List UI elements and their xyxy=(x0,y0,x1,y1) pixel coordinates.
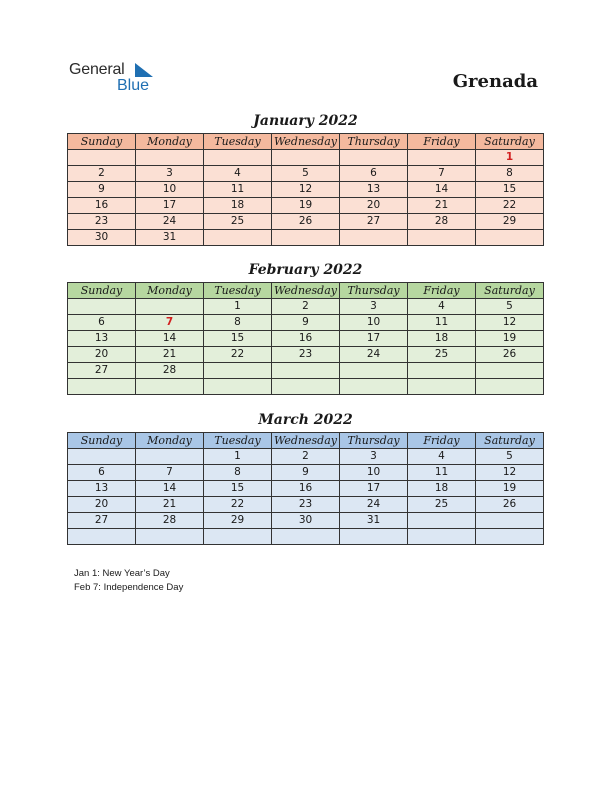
day-cell: 16 xyxy=(272,481,340,497)
day-cell: 29 xyxy=(204,513,272,529)
day-cell xyxy=(204,230,272,246)
day-cell xyxy=(136,529,204,545)
day-cell: 15 xyxy=(204,331,272,347)
weekday-header-row xyxy=(68,134,544,150)
day-cell xyxy=(136,379,204,395)
weekday-header: Monday xyxy=(136,134,204,150)
day-cell: 5 xyxy=(476,449,544,465)
week-row xyxy=(68,299,544,315)
day-cell: 17 xyxy=(340,331,408,347)
day-cell: 18 xyxy=(204,198,272,214)
day-cell: 3 xyxy=(340,449,408,465)
day-cell xyxy=(204,363,272,379)
day-cell: 8 xyxy=(204,465,272,481)
day-cell xyxy=(136,299,204,315)
day-cell: 28 xyxy=(408,214,476,230)
holiday-notes xyxy=(74,567,183,595)
day-cell: 23 xyxy=(272,497,340,513)
day-cell: 30 xyxy=(68,230,136,246)
day-cell: 12 xyxy=(476,465,544,481)
day-cell: 27 xyxy=(340,214,408,230)
day-cell xyxy=(68,529,136,545)
day-cell: 26 xyxy=(476,497,544,513)
weekday-header: Monday xyxy=(136,433,204,449)
day-cell: 31 xyxy=(340,513,408,529)
day-cell: 24 xyxy=(340,347,408,363)
day-cell: 2 xyxy=(68,166,136,182)
weekday-header-row xyxy=(68,283,544,299)
day-cell: 4 xyxy=(204,166,272,182)
week-row xyxy=(68,513,544,529)
day-cell: 10 xyxy=(136,182,204,198)
day-cell: 21 xyxy=(136,347,204,363)
day-cell xyxy=(204,379,272,395)
day-cell xyxy=(408,513,476,529)
day-cell: 11 xyxy=(204,182,272,198)
week-row xyxy=(68,214,544,230)
day-cell: 24 xyxy=(340,497,408,513)
day-cell: 3 xyxy=(340,299,408,315)
week-row xyxy=(68,150,544,166)
week-row xyxy=(68,182,544,198)
day-cell xyxy=(340,529,408,545)
day-cell xyxy=(204,529,272,545)
week-row xyxy=(68,315,544,331)
day-cell: 31 xyxy=(136,230,204,246)
week-row xyxy=(68,331,544,347)
weekday-header-row xyxy=(68,433,544,449)
day-cell xyxy=(408,150,476,166)
month-title-march: March 2022 xyxy=(258,412,353,428)
weekday-header: Wednesday xyxy=(272,433,340,449)
day-cell xyxy=(476,379,544,395)
week-row xyxy=(68,363,544,379)
day-cell xyxy=(408,379,476,395)
day-cell: 26 xyxy=(272,214,340,230)
calendar-january xyxy=(67,133,544,246)
day-cell: 2 xyxy=(272,299,340,315)
day-cell xyxy=(340,379,408,395)
day-cell: 18 xyxy=(408,481,476,497)
day-cell: 13 xyxy=(68,481,136,497)
day-cell: 3 xyxy=(136,166,204,182)
logo-text-general: General xyxy=(69,61,125,78)
day-cell: 11 xyxy=(408,315,476,331)
day-cell: 25 xyxy=(408,347,476,363)
day-cell: 2 xyxy=(272,449,340,465)
day-cell: 6 xyxy=(340,166,408,182)
week-row xyxy=(68,449,544,465)
generalblue-logo xyxy=(69,61,169,97)
weekday-header: Thursday xyxy=(340,283,408,299)
day-cell xyxy=(272,363,340,379)
weekday-header: Sunday xyxy=(68,433,136,449)
week-row xyxy=(68,529,544,545)
day-cell xyxy=(272,150,340,166)
weekday-header: Friday xyxy=(408,433,476,449)
day-cell: 26 xyxy=(476,347,544,363)
day-cell: 20 xyxy=(340,198,408,214)
day-cell: 11 xyxy=(408,465,476,481)
day-cell: 9 xyxy=(272,315,340,331)
day-cell: 15 xyxy=(204,481,272,497)
day-cell: 21 xyxy=(408,198,476,214)
weekday-header: Sunday xyxy=(68,283,136,299)
day-cell xyxy=(408,363,476,379)
day-cell: 9 xyxy=(68,182,136,198)
day-cell xyxy=(340,150,408,166)
day-cell: 5 xyxy=(272,166,340,182)
day-cell: 28 xyxy=(136,513,204,529)
day-cell: 19 xyxy=(272,198,340,214)
day-cell xyxy=(68,150,136,166)
day-cell: 19 xyxy=(476,331,544,347)
month-title-february: February 2022 xyxy=(248,262,363,278)
day-cell: 10 xyxy=(340,465,408,481)
day-cell: 29 xyxy=(476,214,544,230)
day-cell: 8 xyxy=(204,315,272,331)
day-cell: 30 xyxy=(272,513,340,529)
day-cell: 7 xyxy=(408,166,476,182)
week-row xyxy=(68,198,544,214)
day-cell xyxy=(136,150,204,166)
day-cell xyxy=(136,449,204,465)
week-row xyxy=(68,166,544,182)
day-cell: 13 xyxy=(68,331,136,347)
day-cell: 17 xyxy=(136,198,204,214)
day-cell: 9 xyxy=(272,465,340,481)
holiday-note: Jan 1: New Year’s Day xyxy=(74,568,170,579)
day-cell: 4 xyxy=(408,449,476,465)
week-row xyxy=(68,481,544,497)
day-cell xyxy=(68,379,136,395)
day-cell xyxy=(68,299,136,315)
day-cell: 6 xyxy=(68,465,136,481)
day-cell: 25 xyxy=(408,497,476,513)
day-cell: 20 xyxy=(68,347,136,363)
weekday-header: Monday xyxy=(136,283,204,299)
day-cell xyxy=(408,529,476,545)
calendar-march xyxy=(67,432,544,545)
day-cell: 6 xyxy=(68,315,136,331)
weekday-header: Thursday xyxy=(340,134,408,150)
weekday-header: Thursday xyxy=(340,433,408,449)
day-cell: 16 xyxy=(272,331,340,347)
day-cell xyxy=(476,363,544,379)
day-cell: 22 xyxy=(476,198,544,214)
day-cell: 14 xyxy=(408,182,476,198)
week-row xyxy=(68,379,544,395)
day-cell: 21 xyxy=(136,497,204,513)
day-cell xyxy=(340,230,408,246)
day-cell: 24 xyxy=(136,214,204,230)
day-cell xyxy=(476,513,544,529)
day-cell: 14 xyxy=(136,481,204,497)
day-cell: 17 xyxy=(340,481,408,497)
weekday-header: Tuesday xyxy=(204,433,272,449)
day-cell: 27 xyxy=(68,363,136,379)
day-cell: 1 xyxy=(476,150,544,166)
day-cell: 5 xyxy=(476,299,544,315)
day-cell: 23 xyxy=(272,347,340,363)
day-cell xyxy=(408,230,476,246)
weekday-header: Tuesday xyxy=(204,134,272,150)
day-cell xyxy=(272,230,340,246)
day-cell: 22 xyxy=(204,347,272,363)
day-cell: 25 xyxy=(204,214,272,230)
weekday-header: Wednesday xyxy=(272,134,340,150)
day-cell: 7 xyxy=(136,315,204,331)
day-cell: 12 xyxy=(476,315,544,331)
day-cell xyxy=(340,363,408,379)
day-cell: 23 xyxy=(68,214,136,230)
day-cell xyxy=(68,449,136,465)
day-cell: 7 xyxy=(136,465,204,481)
weekday-header: Wednesday xyxy=(272,283,340,299)
logo-triangle-icon xyxy=(135,63,153,77)
week-row xyxy=(68,465,544,481)
day-cell: 16 xyxy=(68,198,136,214)
day-cell: 10 xyxy=(340,315,408,331)
day-cell: 14 xyxy=(136,331,204,347)
calendar-february xyxy=(67,282,544,395)
country-title: Grenada xyxy=(452,71,538,92)
day-cell: 1 xyxy=(204,299,272,315)
logo-text-blue: Blue xyxy=(117,77,150,94)
week-row xyxy=(68,497,544,513)
day-cell: 15 xyxy=(476,182,544,198)
day-cell: 22 xyxy=(204,497,272,513)
day-cell xyxy=(272,529,340,545)
day-cell: 12 xyxy=(272,182,340,198)
day-cell: 4 xyxy=(408,299,476,315)
week-row xyxy=(68,347,544,363)
weekday-header: Saturday xyxy=(476,134,544,150)
day-cell xyxy=(272,379,340,395)
weekday-header: Tuesday xyxy=(204,283,272,299)
weekday-header: Friday xyxy=(408,134,476,150)
week-row xyxy=(68,230,544,246)
day-cell: 19 xyxy=(476,481,544,497)
day-cell: 13 xyxy=(340,182,408,198)
weekday-header: Saturday xyxy=(476,433,544,449)
day-cell xyxy=(204,150,272,166)
day-cell: 20 xyxy=(68,497,136,513)
holiday-note: Feb 7: Independence Day xyxy=(74,582,184,593)
day-cell: 28 xyxy=(136,363,204,379)
day-cell: 27 xyxy=(68,513,136,529)
weekday-header: Friday xyxy=(408,283,476,299)
weekday-header: Sunday xyxy=(68,134,136,150)
day-cell: 1 xyxy=(204,449,272,465)
day-cell xyxy=(476,529,544,545)
weekday-header: Saturday xyxy=(476,283,544,299)
day-cell: 8 xyxy=(476,166,544,182)
day-cell: 18 xyxy=(408,331,476,347)
day-cell xyxy=(476,230,544,246)
month-title-january: January 2022 xyxy=(253,113,358,129)
